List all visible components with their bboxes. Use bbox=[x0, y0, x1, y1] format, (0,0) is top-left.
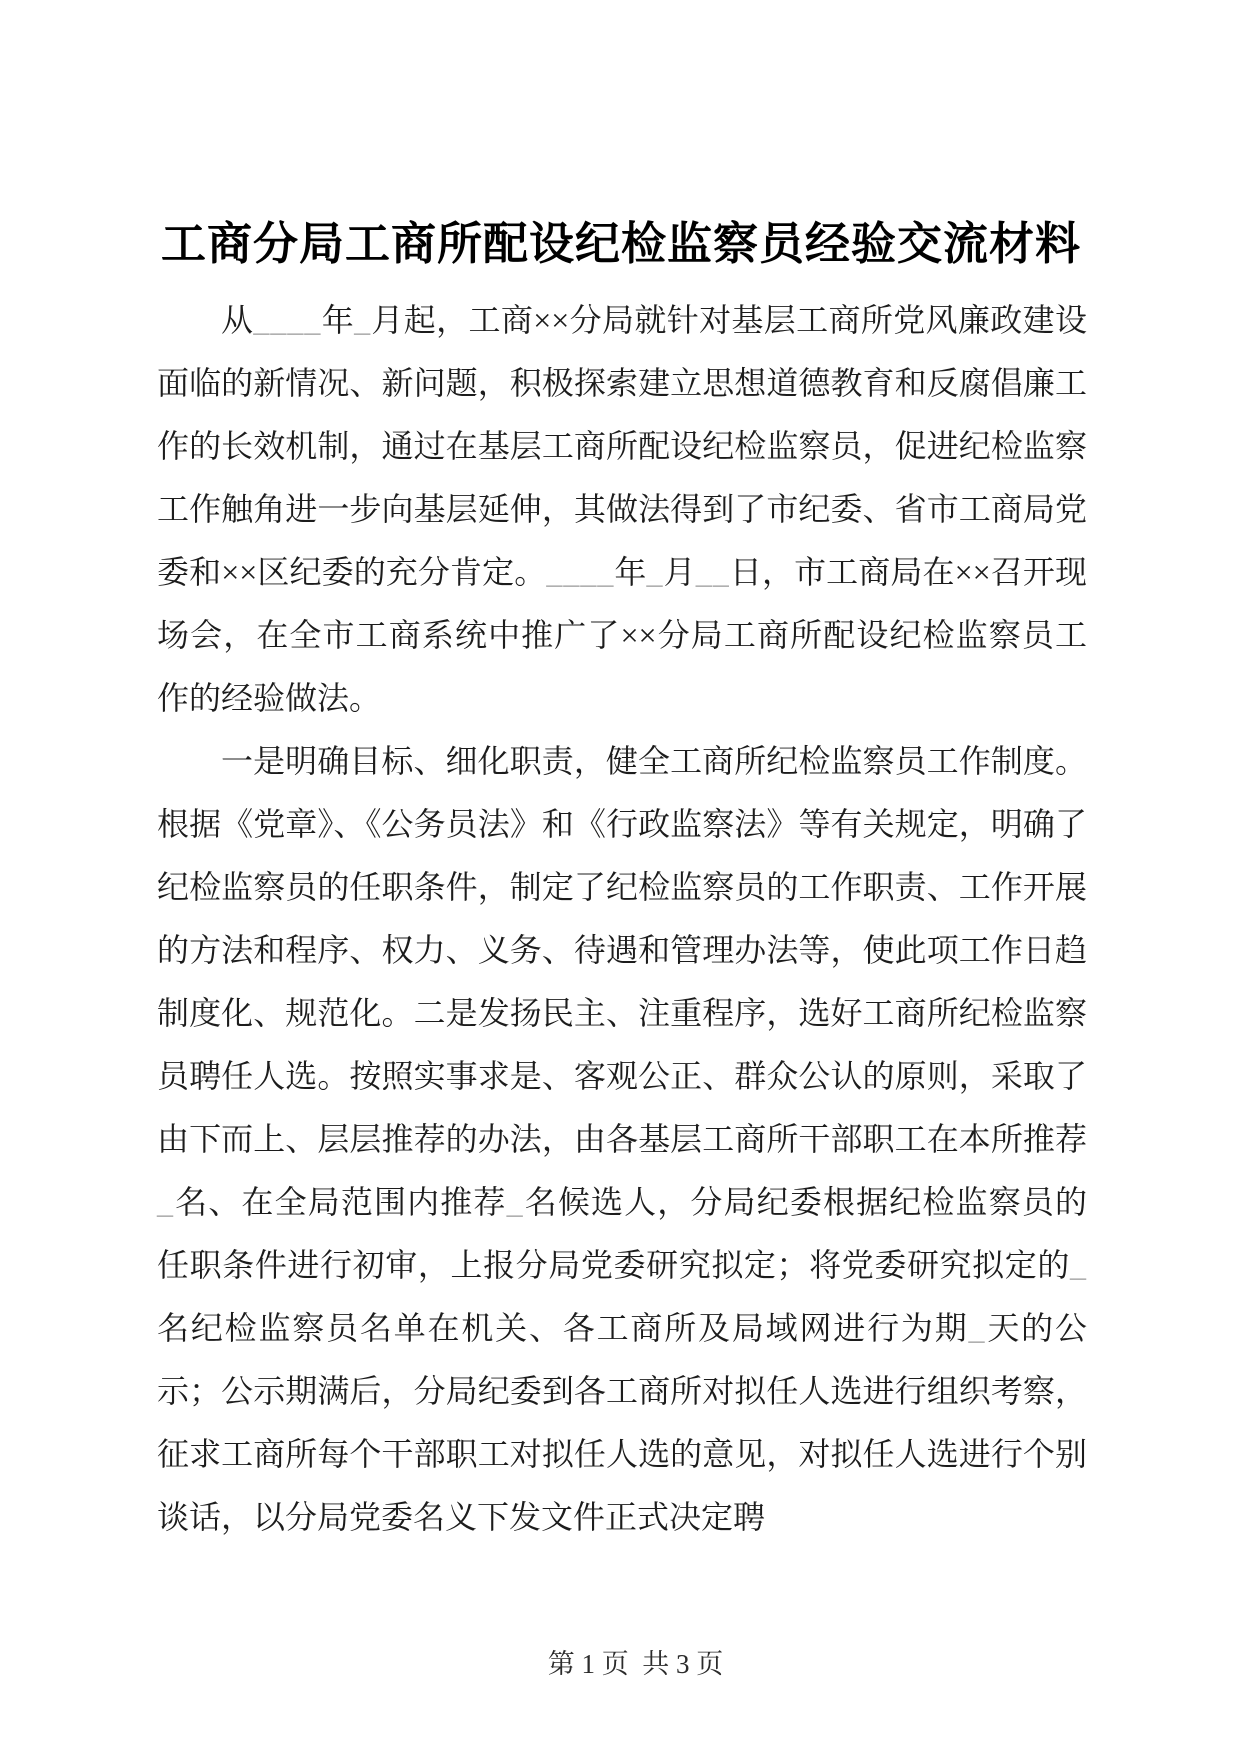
document-title: 工商分局工商所配设纪检监察员经验交流材料 bbox=[160, 218, 1081, 269]
blank-underscore: _ bbox=[157, 1184, 174, 1220]
blank-underscore: _ bbox=[1070, 1247, 1087, 1283]
paragraph: 一是明确目标、细化职责，健全工商所纪检监察员工作制度。根据《党章》、《公务员法》和《行政监察法》等有关规定，明确了纪检监察员的任职条件，制定了纪检监察员的工作职责、工作开展的方法和程序、权力、义务、待遇和管理办法等，使此项工作日趋制度化、规范化。二是发扬民主、注重程序，选好工商所纪检监察员聘任人选。按照实事求是、客观公正、群众公认的原则，采取了由下而上、层层推荐的办法，由各基层工商所干部职工在本所推荐_名、在全局范围内推荐_名候选人，分局纪委根据纪检监察员的任职条件进行初审，上报分局党委研究拟定；将党委研究拟定的_名纪检监察员名单在机关、各工商所及局域网进行为期_天的公示；公示期满后，分局纪委到各工商所对拟任人选进行组织考察，征求工商所每个干部职工对拟任人选的意见，对拟任人选进行个别谈话，以分局党委名义下发文件正式决定聘 bbox=[157, 743, 1087, 1535]
document-body bbox=[157, 289, 1087, 1549]
blank-underscore: _ bbox=[646, 554, 664, 590]
page-footer bbox=[157, 1610, 1087, 1718]
blank-underscore: _ bbox=[968, 1310, 986, 1346]
page-number-label: 第 1 页 共 3 页 bbox=[547, 1649, 724, 1679]
blank-underscore: ____ bbox=[253, 302, 322, 338]
blank-underscore: ____ bbox=[546, 554, 615, 590]
blank-underscore: _ bbox=[506, 1184, 524, 1220]
blank-underscore: _ bbox=[354, 302, 372, 338]
paragraph: 从____年_月起，工商××分局就针对基层工商所党风廉政建设面临的新情况、新问题，积极探索建立思想道德教育和反腐倡廉工作的长效机制，通过在基层工商所配设纪检监察员，促进纪检监察工作触角进一步向基层延伸，其做法得到了市纪委、省市工商局党委和××区纪委的充分肯定。____年_月__日，市工商局在××召开现场会，在全市工商系统中推广了××分局工商所配设纪检监察员工作的经验做法。 bbox=[157, 302, 1087, 716]
blank-underscore: __ bbox=[695, 554, 730, 590]
